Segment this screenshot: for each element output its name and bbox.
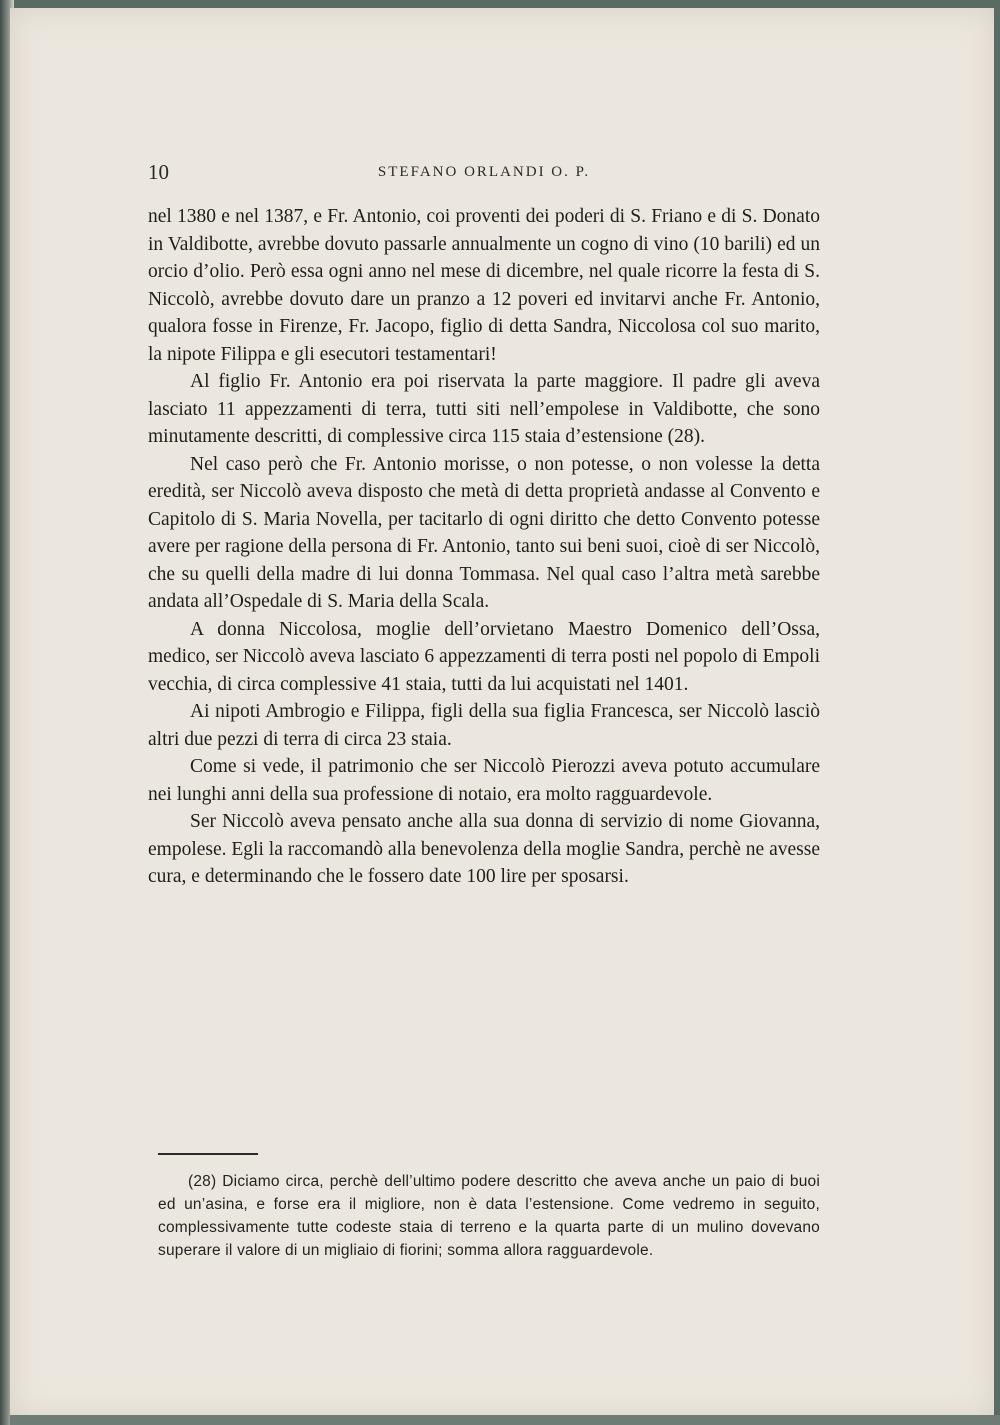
- paragraph: Ser Niccolò aveva pensato anche alla sua donna di servizio di nome Giovanna, empolese. Egli la raccomandò alla benevolenza della moglie Sandra, perchè ne avesse cura, e determinando che le fossero date 100 lire per sposarsi.: [148, 811, 820, 887]
- footnote-separator: [158, 1153, 258, 1155]
- paragraph: Come si vede, il patrimonio che ser Niccolò Pierozzi aveva potuto accumulare nei lunghi anni della sua professione di notaio, era molto ragguardevole.: [148, 756, 820, 805]
- page-number: 10: [148, 160, 169, 184]
- book-bottom-edge: [10, 1415, 1000, 1425]
- page-header: [148, 160, 820, 184]
- running-head: STEFANO ORLANDI O. P.: [377, 164, 591, 180]
- paragraph: nel 1380 e nel 1387, e Fr. Antonio, coi proventi dei poderi di S. Friano e di S. Donato in Valdibotte, avrebbe dovuto passarle annualmente un cogno di vino (10 barili) ed un orcio d’olio. Però essa ogni anno nel mese di dicembre, nel quale ricorre la festa di S. Niccolò, avrebbe dovuto dare un pranzo a 12 poveri ed invitarvi anche Fr. Antonio, qualora fosse in Firenze, Fr. Jacopo, figlio di detta Sandra, Niccolosa col suo marito, la nipote Filippa e gli esecutori testamentari!: [148, 206, 820, 365]
- paragraph: Al figlio Fr. Antonio era poi riservata la parte maggiore. Il padre gli aveva lasciato 11 appezzamenti di terra, tutti siti nell’empolese in Valdibotte, che sono minutamente descritti, di complessive circa 115 staia d’estensione (28).: [148, 371, 820, 447]
- footnote: [158, 1170, 820, 1262]
- paragraph: A donna Niccolosa, moglie dell’orvietano Maestro Domenico dell’Ossa, medico, ser Niccolò aveva lasciato 6 appezzamenti di terra posti nel popolo di Empoli vecchia, di circa complessive 41 staia, tutti da lui acquistati nel 1401.: [148, 618, 820, 695]
- paragraph: Ai nipoti Ambrogio e Filippa, figli della sua figlia Francesca, ser Niccolò lasciò altri due pezzi di terra di circa 23 staia.: [148, 701, 820, 750]
- footnote-text: (28) Diciamo circa, perchè dell’ultimo podere descritto che aveva anche un paio di buoi ed un’asina, e forse era il migliore, non è data l’estensione. Come vedremo in seguito, complessivamente tutte codeste staia di terreno e la quarta parte di un mulino dovevano superare il valore di un migliaio di fiorini; somma allora ragguardevole.: [158, 1173, 820, 1259]
- body-text: [148, 203, 820, 891]
- paragraph: Nel caso però che Fr. Antonio morisse, o non potesse, o non volesse la detta eredità, ser Niccolò aveva disposto che metà di detta proprietà andasse al Convento e Capitolo di S. Maria Novella, per tacitarlo di ogni diritto che detto Convento potesse avere per ragione della persona di Fr. Antonio, tanto sui beni suoi, cioè di ser Niccolò, che su quelli della madre di lui donna Tommasa. Nel qual caso l’altra metà sarebbe andata all’Ospedale di S. Maria della Scala.: [148, 453, 820, 612]
